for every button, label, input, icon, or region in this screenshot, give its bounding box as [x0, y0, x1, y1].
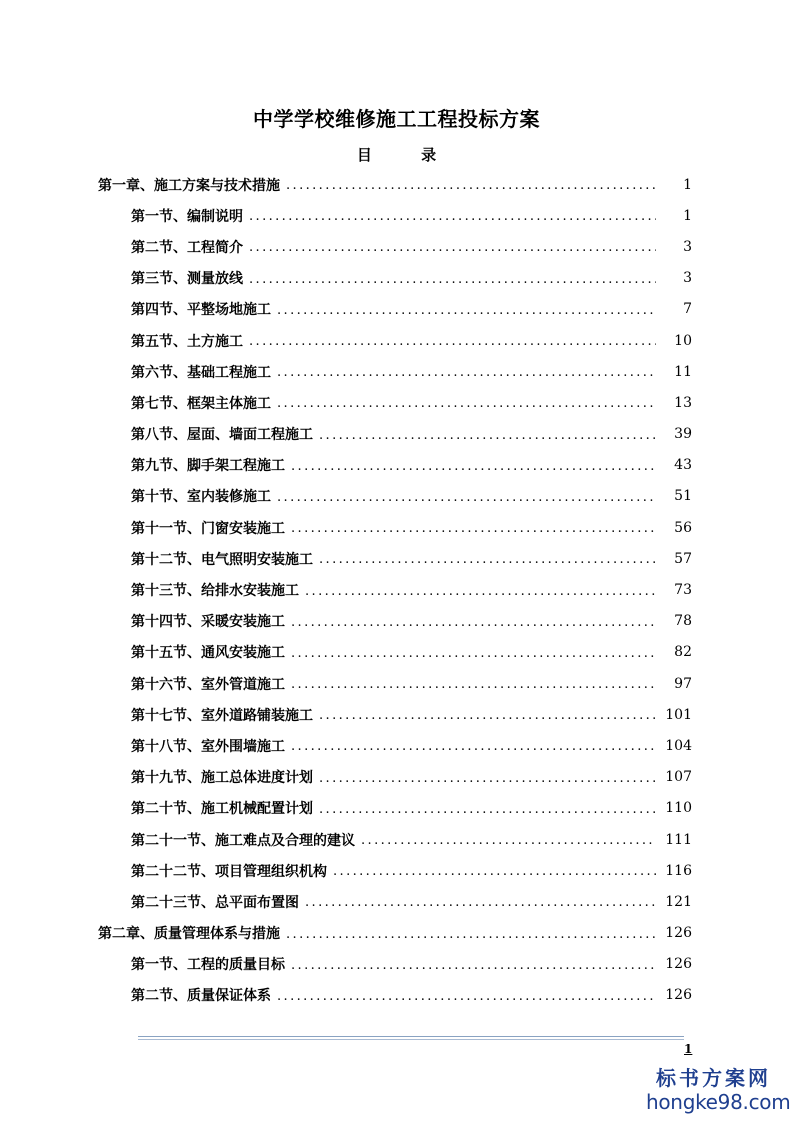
toc-section-entry[interactable] [0, 762, 793, 793]
toc-section-entry[interactable] [0, 512, 793, 543]
toc-dot-leader [249, 209, 656, 224]
toc-entry-page: 3 [683, 270, 692, 287]
toc-entry-label: 第二章、质量管理体系与措施 [98, 926, 280, 943]
toc-entry-page: 126 [665, 956, 692, 973]
toc-entry-page: 56 [674, 519, 692, 536]
toc-entry-page: 43 [674, 457, 692, 474]
toc-dot-leader [249, 240, 656, 255]
toc-dot-leader [319, 428, 656, 443]
toc-entry-page: 73 [674, 582, 692, 599]
watermark [646, 1066, 791, 1114]
toc-entry-page: 1 [683, 176, 692, 193]
toc-entry-label: 第十五节、通风安装施工 [131, 645, 285, 662]
toc-section-entry[interactable] [0, 200, 793, 231]
toc-dot-leader [319, 552, 656, 567]
toc-section-entry[interactable] [0, 855, 793, 886]
toc-entry-page: 78 [674, 613, 692, 630]
toc-dot-leader [291, 646, 656, 661]
toc-entry-label: 第十节、室内装修施工 [131, 489, 271, 506]
toc-chapter-entry[interactable] [0, 918, 793, 949]
toc-dot-leader [277, 365, 656, 380]
toc-dot-leader [291, 739, 656, 754]
toc-entry-label: 第三节、测量放线 [131, 271, 243, 288]
toc-entry-label: 第二十三节、总平面布置图 [131, 894, 299, 911]
toc-entry-page: 107 [665, 769, 692, 786]
toc-section-entry[interactable] [0, 730, 793, 761]
toc-entry-label: 第八节、屋面、墙面工程施工 [131, 427, 313, 444]
toc-section-entry[interactable] [0, 574, 793, 605]
watermark-text-en: hongke98.com [646, 1090, 791, 1114]
toc-entry-label: 第二节、工程简介 [131, 239, 243, 256]
toc-section-entry[interactable] [0, 949, 793, 980]
toc-entry-label: 第十九节、施工总体进度计划 [131, 770, 313, 787]
toc-entry-label: 第二十二节、项目管理组织机构 [131, 863, 327, 880]
toc-dot-leader [333, 864, 656, 879]
toc-dot-leader [277, 989, 656, 1004]
toc-section-entry[interactable] [0, 980, 793, 1011]
toc-entry-page: 7 [683, 301, 692, 318]
toc-entry-page: 11 [674, 363, 692, 380]
toc-entry-label: 第五节、土方施工 [131, 333, 243, 350]
toc-section-entry[interactable] [0, 886, 793, 917]
toc-entry-label: 第一节、编制说明 [131, 208, 243, 225]
toc-dot-leader [277, 490, 656, 505]
toc-entry-label: 第二十节、施工机械配置计划 [131, 801, 313, 818]
toc-section-entry[interactable] [0, 793, 793, 824]
toc-dot-leader [291, 615, 656, 630]
toc-dot-leader [319, 802, 656, 817]
toc-section-entry[interactable] [0, 481, 793, 512]
toc-section-entry[interactable] [0, 387, 793, 418]
toc-entry-page: 111 [665, 831, 692, 848]
toc-dot-leader [277, 396, 656, 411]
toc-section-entry[interactable] [0, 637, 793, 668]
toc-section-entry[interactable] [0, 294, 793, 325]
toc-entry-page: 121 [665, 893, 692, 910]
toc-entry-page: 110 [665, 800, 692, 817]
toc-entry-page: 104 [665, 737, 692, 754]
toc-entry-label: 第一章、施工方案与技术措施 [98, 177, 280, 194]
toc-entry-page: 51 [674, 488, 692, 505]
page-number: 1 [684, 1042, 693, 1056]
toc-entry-page: 116 [665, 862, 692, 879]
toc-section-entry[interactable] [0, 606, 793, 637]
toc-section-entry[interactable] [0, 419, 793, 450]
toc-entry-label: 第十六节、室外管道施工 [131, 676, 285, 693]
toc-entry-page: 3 [683, 238, 692, 255]
toc-entry-page: 39 [674, 426, 692, 443]
toc-section-entry[interactable] [0, 668, 793, 699]
toc-section-entry[interactable] [0, 356, 793, 387]
toc-entry-label: 第十一节、门窗安装施工 [131, 520, 285, 537]
toc-dot-leader [286, 927, 656, 942]
toc-entry-label: 第十二节、电气照明安装施工 [131, 551, 313, 568]
toc-entry-label: 第二十一节、施工难点及合理的建议 [131, 832, 355, 849]
toc-dot-leader [291, 958, 656, 973]
document-title: 中学学校维修施工工程投标方案 [253, 107, 540, 131]
toc-entry-page: 97 [674, 675, 692, 692]
toc-entry-label: 第六节、基础工程施工 [131, 364, 271, 381]
toc-entry-label: 第十四节、采暖安装施工 [131, 614, 285, 631]
toc-entry-label: 第九节、脚手架工程施工 [131, 458, 285, 475]
toc-dot-leader [305, 895, 656, 910]
toc-entry-label: 第一节、工程的质量目标 [131, 957, 285, 974]
toc-section-entry[interactable] [0, 824, 793, 855]
toc-dot-leader [319, 708, 656, 723]
table-of-contents [0, 169, 793, 1011]
toc-entry-label: 第十七节、室外道路铺装施工 [131, 707, 313, 724]
toc-dot-leader [305, 584, 656, 599]
toc-entry-label: 第十八节、室外围墙施工 [131, 738, 285, 755]
toc-entry-page: 126 [665, 925, 692, 942]
footer-divider-bottom [138, 1039, 684, 1040]
footer-divider-top [138, 1036, 684, 1037]
toc-section-entry[interactable] [0, 263, 793, 294]
toc-entry-page: 82 [674, 644, 692, 661]
toc-entry-label: 第二节、质量保证体系 [131, 988, 271, 1005]
toc-heading: 目 录 [356, 146, 459, 164]
watermark-text-cn: 标书方案网 [656, 1066, 771, 1090]
toc-dot-leader [361, 833, 656, 848]
toc-entry-label: 第十三节、给排水安装施工 [131, 583, 299, 600]
toc-dot-leader [249, 334, 656, 349]
toc-section-entry[interactable] [0, 699, 793, 730]
toc-dot-leader [319, 771, 656, 786]
toc-entry-page: 101 [665, 706, 692, 723]
toc-entry-page: 1 [683, 207, 692, 224]
toc-entry-page: 13 [674, 394, 692, 411]
toc-dot-leader [286, 178, 656, 193]
toc-dot-leader [291, 677, 656, 692]
toc-dot-leader [277, 303, 656, 318]
toc-section-entry[interactable] [0, 543, 793, 574]
toc-dot-leader [249, 272, 656, 287]
toc-dot-leader [291, 459, 656, 474]
toc-entry-label: 第七节、框架主体施工 [131, 395, 271, 412]
toc-section-entry[interactable] [0, 450, 793, 481]
toc-chapter-entry[interactable] [0, 169, 793, 200]
toc-dot-leader [291, 521, 656, 536]
toc-entry-page: 10 [674, 332, 692, 349]
toc-entry-label: 第四节、平整场地施工 [131, 302, 271, 319]
toc-section-entry[interactable] [0, 231, 793, 262]
toc-section-entry[interactable] [0, 325, 793, 356]
toc-entry-page: 57 [674, 550, 692, 567]
toc-entry-page: 126 [665, 987, 692, 1004]
